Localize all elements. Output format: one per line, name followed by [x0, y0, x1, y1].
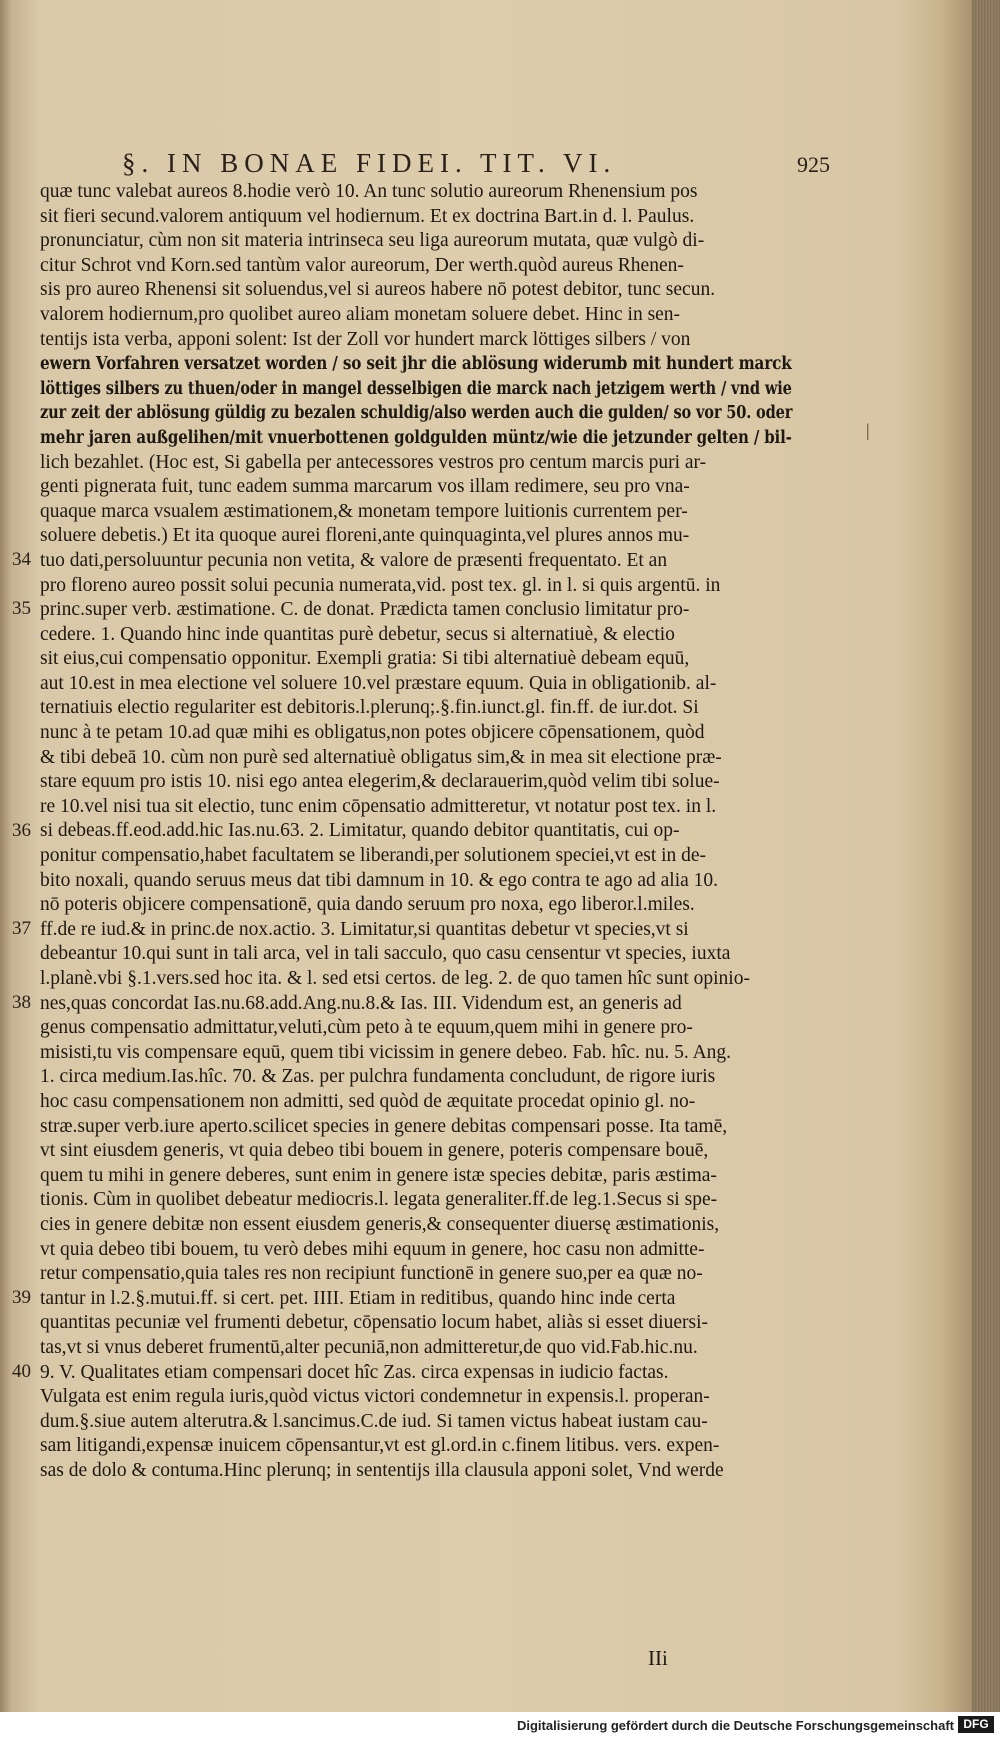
text-line — [40, 795, 800, 820]
text-line — [40, 918, 800, 943]
text-line — [40, 500, 800, 525]
text-line — [40, 770, 800, 795]
running-head: §. IN BONAE FIDEI. TIT. VI. — [122, 148, 617, 178]
text-line-content: vt sint eiusdem generis, vt quia debeo tibi bouem in genere, poteris compensare bouē, — [40, 1140, 709, 1162]
margin-note-number: 35 — [12, 598, 31, 620]
margin-note-number: 37 — [12, 918, 31, 939]
text-line — [40, 229, 800, 254]
text-line — [40, 451, 800, 476]
text-line — [40, 1361, 800, 1386]
text-line — [40, 1188, 800, 1213]
text-line — [40, 475, 800, 500]
text-line-content: 9. V. Qualitates etiam compensari docet hîc Zas. circa expensas in iudicio factas. — [40, 1361, 669, 1383]
text-line-content: aut 10.est in mea electione vel soluere 10.vel præstare equum. Quia in obligationib. al- — [40, 672, 717, 694]
text-line — [40, 1213, 800, 1238]
text-line — [40, 1139, 800, 1164]
text-line-content: Vulgata est enim regula iuris,quòd victus victori condemnetur in expensis.l. properan- — [40, 1386, 710, 1408]
text-line — [40, 992, 800, 1017]
text-line-content: stare equum pro istis 10. nisi ego antea elegerim,& declarauerim,quòd velim tibi solue- — [40, 771, 720, 793]
catchword: IIi — [648, 1646, 668, 1670]
text-line — [40, 426, 800, 451]
footer-bar — [0, 1712, 1000, 1739]
text-line — [40, 1262, 800, 1287]
text-line-content: soluere debetis.) Et ita quoque aurei floreni,ante quinquaginta,vel plures annos mu- — [40, 525, 690, 547]
text-line-content: debeantur 10.qui sunt in tali arca, vel in tali sacculo, quo casu censentur vt species, iuxta — [40, 943, 731, 965]
text-line — [40, 598, 800, 623]
text-line — [40, 1041, 800, 1066]
text-line — [40, 352, 800, 377]
text-line-content: sis pro aureo Rhenensi sit soluendus,vel si aureos habere nō potest debitor, tunc secun. — [40, 279, 716, 301]
margin-note-number: 39 — [12, 1287, 31, 1308]
text-line-content: sit eius,cui compensatio opponitur. Exempli gratia: Si tibi alternatiuè debeam equū, — [40, 648, 690, 670]
text-line-content: l.planè.vbi §.1.vers.sed hoc ita. & l. sed etsi certos. de leg. 2. de quo tamen hîc sunt opinio- — [40, 968, 750, 989]
text-line — [40, 1065, 800, 1090]
text-line — [40, 672, 800, 697]
text-line — [40, 549, 800, 574]
text-line-content: tas,vt si vnus deberet frumentū,alter pecuniā,non admitteretur,de quo vid.Fab.hic.nu. — [40, 1336, 698, 1358]
margin-note-number: 38 — [12, 991, 31, 1013]
text-line-content: stræ.super verb.iure aperto.scilicet species in genere debitas compensari posse. Ita tamē, — [40, 1115, 728, 1137]
text-line-content: & tibi debeā 10. cùm non purè sed alternatiuè obligatus sim,& in mea sit electione præ- — [40, 746, 722, 768]
text-line-content: re 10.vel nisi tua sit electio, tunc enim cōpensatio admitteretur, vt notatur post tex. in l. — [40, 795, 717, 817]
text-line-content: cies in genere debitæ non essent eiusdem generis,& consequenter diuersę æstimationis, — [40, 1213, 720, 1235]
body-text — [40, 180, 800, 1483]
text-line-content: tionis. Cùm in quolibet debeatur mediocris.l. legata generaliter.ff.de leg.1.Secus si spe- — [40, 1189, 718, 1211]
text-line-content: cedere. 1. Quando hinc inde quantitas purè debetur, secus si alternatiuè, & electio — [40, 623, 675, 645]
text-line-content: mehr jaren außgelihen/mit vnuerbottenen goldgulden müntz/wie die jetzunder gelten / bil- — [40, 427, 792, 448]
text-line — [40, 377, 800, 402]
text-line — [40, 869, 800, 894]
text-line — [40, 967, 800, 992]
margin-note-number: 34 — [12, 549, 31, 570]
text-line — [40, 1115, 800, 1140]
text-line — [40, 574, 800, 599]
text-line-content: lich bezahlet. (Hoc est, Si gabella per antecessores vestros pro centum marcis puri ar- — [40, 451, 707, 473]
text-line-content: sas de dolo & contuma.Hinc plerunq; in sententijs illa clausula apponi solet, Vnd werde — [40, 1459, 724, 1481]
text-line — [40, 1434, 800, 1459]
text-line-content: genus compensatio admittatur,veluti,cùm peto à te equum,quem mihi in genere pro- — [40, 1017, 693, 1039]
text-line-content: quaque marca vsualem æstimationem,& monetam tempore luitionis currentem per- — [40, 500, 688, 522]
text-line-content: vt quia debeo tibi bouem, tu verò debes mihi equum in genere, hoc casu non admitte- — [40, 1238, 705, 1260]
text-line — [40, 721, 800, 746]
text-line-content: tantur in l.2.§.mutui.ff. si cert. pet. IIII. Etiam in reditibus, quando hinc inde certa — [40, 1287, 676, 1309]
text-line-content: tentijs ista verba, apponi solent: Ist der Zoll vor hundert marck löttiges silbers / von — [40, 328, 691, 350]
margin-note-number: 40 — [12, 1360, 31, 1382]
text-line — [40, 746, 800, 771]
text-line — [40, 623, 800, 648]
text-line-content: ternatiuis electio regulariter est debitoris.l.plerunq;.§.fin.iunct.gl. fin.ff. de iur.dot. Si — [40, 697, 699, 719]
page-edge — [972, 0, 1000, 1712]
text-line-content: retur compensatio,quia tales res non recipiunt functionē in genere suo,per ea quæ no- — [40, 1263, 703, 1285]
text-line — [40, 1385, 800, 1410]
text-line-content: si debeas.ff.eod.add.hic Ias.nu.63. 2. Limitatur, quando debitor quantitatis, cui op- — [40, 820, 680, 842]
text-line — [40, 893, 800, 918]
text-line-content: ponitur compensatio,habet facultatem se liberandi,per solutionem speciei,vt est in de- — [40, 845, 707, 867]
page-number: 925 — [797, 152, 830, 177]
text-line — [40, 819, 800, 844]
text-line — [40, 524, 800, 549]
text-line-content: quantitas pecuniæ vel frumenti debetur, cōpensatio locum habet, aliàs si esset diuersi- — [40, 1312, 708, 1334]
text-line — [40, 254, 800, 279]
text-line — [40, 1410, 800, 1435]
text-line-content: zur zeit der ablösung güldig zu bezalen schuldig/also werden auch die gulden/ so vor 50. oder — [40, 403, 793, 424]
text-line — [40, 1459, 800, 1484]
text-line-content: sam litigandi,expensæ inuicem cōpensantur,vt est gl.ord.in c.finem litibus. vers. expen- — [40, 1435, 720, 1457]
text-line-content: dum.§.siue autem alterutra.& l.sancimus.C.de iud. Si tamen victus habeat iustam cau- — [40, 1410, 708, 1432]
text-line — [40, 180, 800, 205]
text-line — [40, 401, 800, 426]
text-line-content: quem tu mihi in genere deberes, sunt enim in genere istæ species debitæ, paris æstima- — [40, 1164, 717, 1186]
text-line-content: princ.super verb. æstimatione. C. de donat. Prædicta tamen conclusio limitatur pro- — [40, 599, 690, 621]
text-line — [40, 303, 800, 328]
text-line-content: nō poteris objicere compensationē, quia dando seruum pro noxa, ego liberor.l.miles. — [40, 894, 695, 916]
text-line-content: misisti,tu vis compensare equū, quem tibi vicissim in genere debeo. Fab. hîc. nu. 5. Ang. — [40, 1041, 732, 1063]
text-line — [40, 328, 800, 353]
text-line-content: pronunciatur, cùm non sit materia intrinseca seu liga aureorum mutata, quæ vulgò di- — [40, 230, 705, 252]
text-line-content: valorem hodiernum,pro quolibet aureo aliam monetam soluere debet. Hinc in sen- — [40, 303, 681, 325]
text-line — [40, 1090, 800, 1115]
text-line-content: nunc à te petam 10.ad quæ mihi es obligatus,non potes objicere cōpensationem, quòd — [40, 722, 705, 744]
text-line — [40, 942, 800, 967]
text-line — [40, 1164, 800, 1189]
text-line — [40, 205, 800, 230]
text-line — [40, 1016, 800, 1041]
text-line — [40, 696, 800, 721]
text-line-content: sit fieri secund.valorem antiquum vel hodiernum. Et ex doctrina Bart.in d. l. Paulus. — [40, 205, 695, 227]
margin-note-number: 36 — [12, 819, 31, 841]
text-line-content: ff.de re iud.& in princ.de nox.actio. 3. Limitatur,si quantitas debetur vt species,vt si — [40, 918, 689, 940]
text-line — [40, 647, 800, 672]
text-line-content: löttiges silbers zu thuen/oder in mangel desselbigen die marck nach jetzigem werth / vnd wie — [40, 378, 792, 399]
text-line-content: bito noxali, quando seruus meus dat tibi damnum in 10. & ego contra te ago ad alia 10. — [40, 869, 719, 891]
text-line — [40, 1336, 800, 1361]
text-line — [40, 844, 800, 869]
text-line-content: pro floreno aureo possit solui pecunia numerata,vid. post tex. gl. in l. si quis argentū. in — [40, 574, 721, 596]
text-line-content: ewern Vorfahren versatzet worden / so seit jhr die ablösung widerumb mit hundert marck — [40, 354, 792, 375]
text-line-content: hoc casu compensationem non admitti, sed quòd de æquitate procedat opinio gl. no- — [40, 1090, 696, 1112]
text-line — [40, 1238, 800, 1263]
dfg-logo: DFG — [958, 1716, 994, 1733]
right-margin-mark: | — [866, 420, 870, 440]
text-line-content: genti pignerata fuit, tunc eadem summa marcarum vos illam redimere, seu pro vna- — [40, 476, 690, 498]
text-line — [40, 1311, 800, 1336]
text-line-content: nes,quas concordat Ias.nu.68.add.Ang.nu.8.& Ias. III. Videndum est, an generis ad — [40, 992, 682, 1014]
text-line-content: citur Schrot vnd Korn.sed tantùm valor aureorum, Der werth.quòd aureus Rhenen- — [40, 254, 684, 276]
text-line-content: quæ tunc valebat aureos 8.hodie verò 10. An tunc solutio aureorum Rhenensium pos — [40, 181, 698, 202]
text-line-content: tuo dati,persoluuntur pecunia non vetita, & valore de præsenti frequentato. Et an — [40, 549, 668, 571]
text-line-content: 1. circa medium.Ias.hîc. 70. & Zas. per pulchra fundamenta concludunt, de rigore iuris — [40, 1066, 716, 1088]
text-line — [40, 278, 800, 303]
digitization-credit: Digitalisierung gefördert durch die Deutsche Forschungsgemeinschaft — [516, 1718, 954, 1733]
text-line — [40, 1287, 800, 1312]
